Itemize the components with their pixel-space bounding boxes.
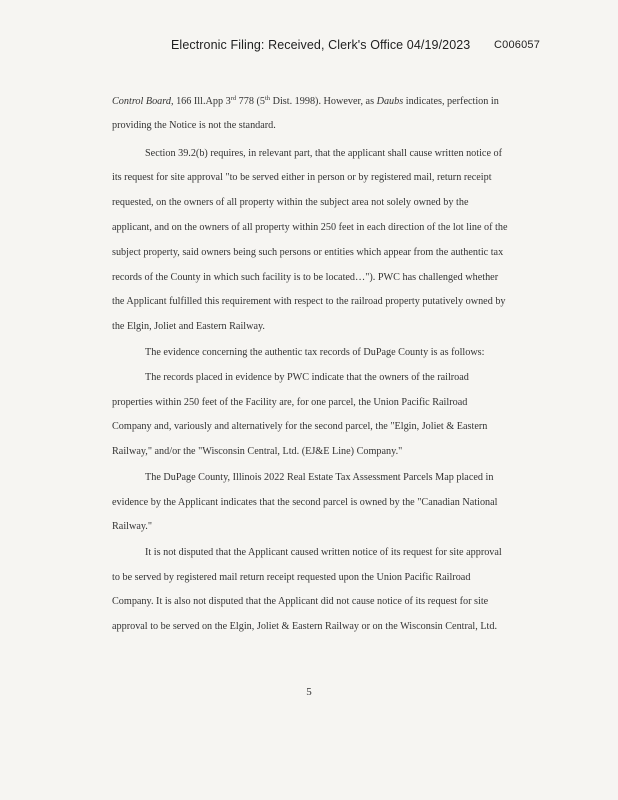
text-line: Company. It is also not disputed that the Applicant did not cause notice of its request for site bbox=[112, 596, 489, 607]
case-name-italic: Control Board, bbox=[112, 96, 174, 107]
text-line: providing the Notice is not the standard. bbox=[112, 120, 276, 131]
filing-stamp: Electronic Filing: Received, Clerk's Office 04/19/2023 bbox=[171, 38, 471, 52]
document-code: C006057 bbox=[494, 39, 541, 51]
text-line: its request for site approval "to be served either in person or by registered mail, return receipt bbox=[112, 172, 492, 183]
text-span: 166 Ill.App 3 bbox=[173, 96, 231, 107]
text-line: applicant, and on the owners of all property within 250 feet in each direction of the lot line of the bbox=[112, 222, 508, 233]
text-line: evidence by the Applicant indicates that the second parcel is owned by the "Canadian National bbox=[112, 497, 498, 508]
text-span: Dist. 1998). However, as bbox=[270, 96, 377, 107]
text-line: Railway," and/or the "Wisconsin Central, Ltd. (EJ&E Line) Company." bbox=[112, 446, 403, 457]
text-line: It is not disputed that the Applicant caused written notice of its request for site approval bbox=[145, 547, 502, 558]
text-line: The DuPage County, Illinois 2022 Real Estate Tax Assessment Parcels Map placed in bbox=[145, 472, 494, 483]
text-line: to be served by registered mail return receipt requested upon the Union Pacific Railroad bbox=[112, 572, 471, 583]
text-span: indicates, perfection in bbox=[403, 96, 499, 107]
superscript: rd bbox=[230, 95, 237, 102]
text-line: Section 39.2(b) requires, in relevant part, that the applicant shall cause written notice of bbox=[145, 148, 503, 159]
text-line: requested, on the owners of all property within the subject area not solely owned by the bbox=[112, 197, 469, 208]
text-line: the Elgin, Joliet and Eastern Railway. bbox=[112, 321, 265, 332]
text-line: the Applicant fulfilled this requirement with respect to the railroad property putatively owned by bbox=[112, 296, 506, 307]
page-number: 5 bbox=[306, 686, 312, 698]
text-line: approval to be served on the Elgin, Joliet & Eastern Railway or on the Wisconsin Central, Ltd. bbox=[112, 621, 498, 632]
text-line bbox=[112, 95, 499, 109]
case-name-italic: Daubs bbox=[376, 96, 404, 107]
text-line: subject property, said owners being such persons or entities which appear from the authentic tax bbox=[112, 247, 504, 258]
text-line: Company and, variously and alternatively for the second parcel, the "Elgin, Joliet & Eastern bbox=[112, 421, 488, 432]
text-line: Railway." bbox=[112, 521, 152, 532]
text-line: The evidence concerning the authentic tax records of DuPage County is as follows: bbox=[145, 347, 485, 358]
superscript: th bbox=[264, 95, 271, 102]
text-line: records of the County in which such facility is to be located…"). PWC has challenged whether bbox=[112, 272, 499, 283]
text-span: 778 (5 bbox=[236, 96, 265, 107]
text-line: properties within 250 feet of the Facility are, for one parcel, the Union Pacific Railroad bbox=[112, 397, 468, 408]
text-line: The records placed in evidence by PWC indicate that the owners of the railroad bbox=[145, 372, 469, 383]
